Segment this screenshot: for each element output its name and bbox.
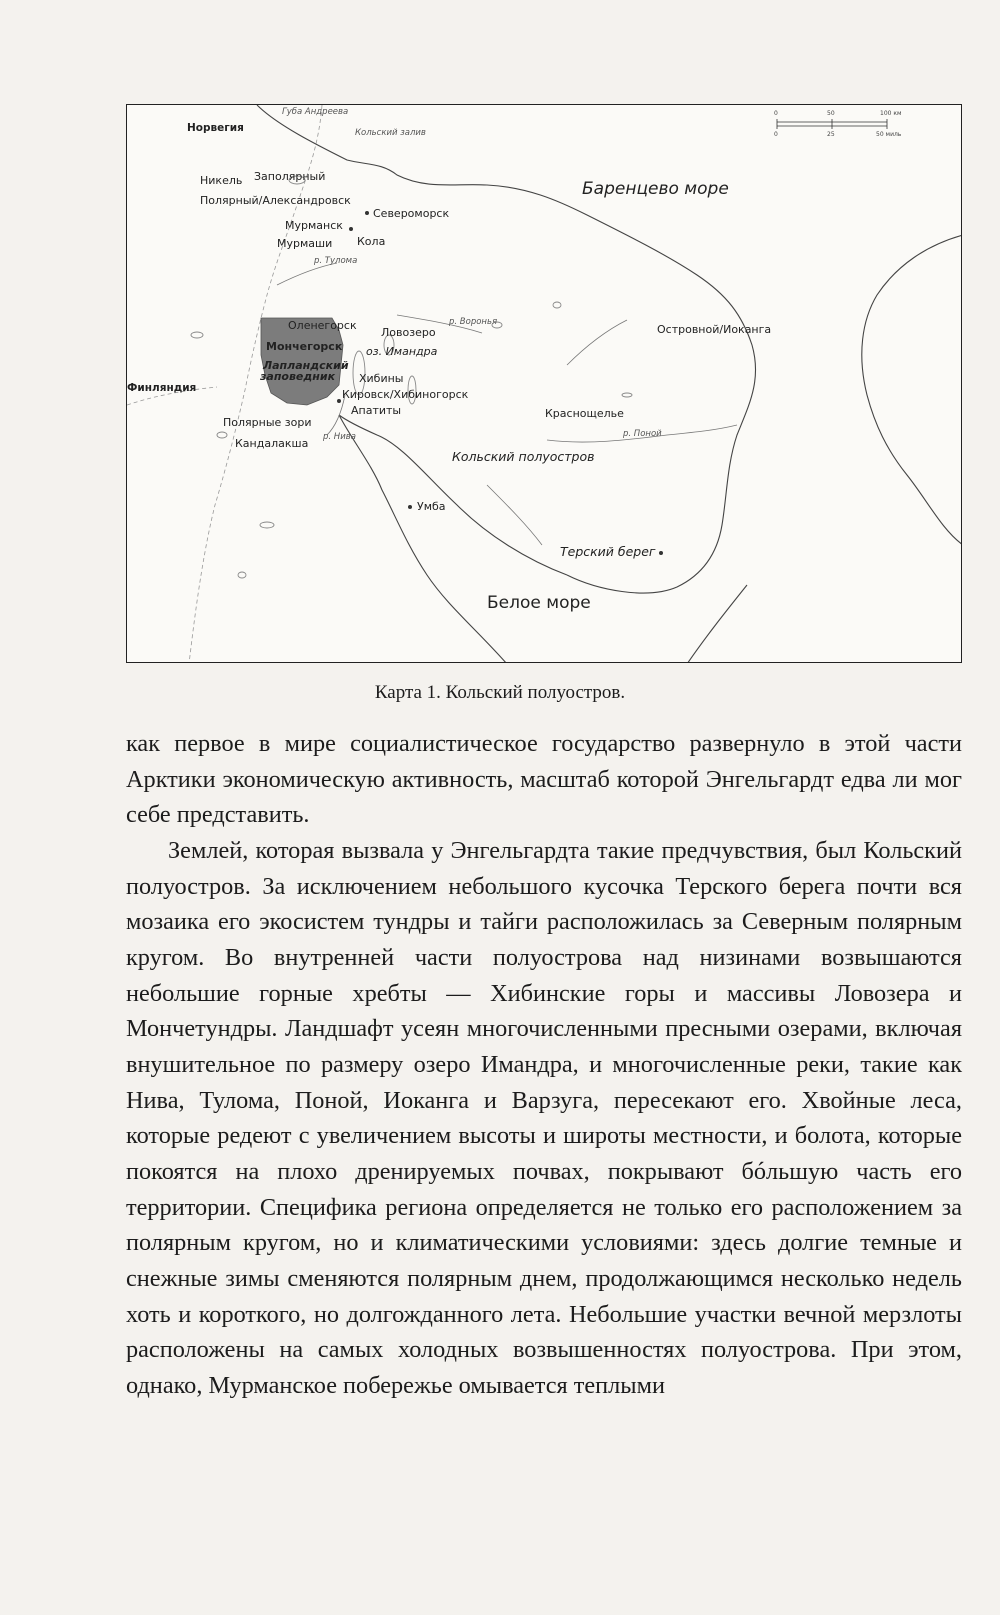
map-drawing bbox=[127, 105, 962, 663]
label-white-sea: Белое море bbox=[487, 593, 591, 613]
scale-mi-0: 0 bbox=[774, 131, 778, 138]
label-oz-imandra: оз. Имандра bbox=[366, 345, 438, 358]
label-guba-andreeva: Губа Андреева bbox=[282, 107, 349, 117]
lake-g bbox=[553, 302, 561, 308]
label-zapolyarny: Заполярный bbox=[254, 170, 326, 183]
scale-bar bbox=[777, 119, 887, 129]
label-apatity: Апатиты bbox=[351, 404, 402, 417]
lake-b bbox=[191, 332, 203, 338]
label-r-ponoy: р. Поной bbox=[623, 429, 662, 439]
lake-e bbox=[238, 572, 246, 578]
label-r-voronya: р. Воронья bbox=[449, 317, 498, 327]
scale-mi-25: 25 bbox=[827, 131, 835, 138]
body-text bbox=[126, 726, 962, 1403]
label-monchegorsk: Мончегорск bbox=[266, 340, 343, 353]
coastline-tersky bbox=[339, 415, 567, 575]
lake-h bbox=[622, 393, 632, 397]
label-lovozero: Ловозеро bbox=[381, 326, 436, 339]
label-olenegorsk: Оленегорск bbox=[288, 319, 357, 332]
label-kola: Кола bbox=[357, 235, 386, 248]
label-murmansk: Мурманск bbox=[285, 219, 343, 232]
label-lapland-1: Лапландский bbox=[263, 359, 349, 372]
scale-km-0: 0 bbox=[774, 110, 778, 117]
label-lapland-2: заповедник bbox=[260, 370, 336, 383]
city-dot-umba bbox=[408, 505, 412, 509]
label-r-tuloma: р. Тулома bbox=[314, 256, 358, 266]
river-niva bbox=[327, 395, 345, 435]
river-iokanga bbox=[567, 320, 627, 365]
city-dot-tersky bbox=[659, 551, 663, 555]
label-kola-bay: Кольский залив bbox=[355, 128, 426, 138]
scale-mi-50: 50 миль bbox=[876, 131, 902, 138]
label-finland: Финляндия bbox=[127, 382, 197, 394]
label-r-niva: р. Нива bbox=[323, 432, 356, 442]
coastline-se bbox=[687, 585, 747, 663]
label-barents-sea: Баренцево море bbox=[582, 179, 729, 199]
label-polyarny: Полярный/Александровск bbox=[200, 194, 351, 207]
paragraph-1: как первое в мире социалистическое государство развернуло в этой части Арктики экономическую активность, масштаб которой Энгельгардт едва ли мог себе представить. bbox=[126, 730, 962, 829]
scale-km-50: 50 bbox=[827, 110, 835, 117]
city-dot-severomorsk bbox=[365, 211, 369, 215]
map-caption: Карта 1. Кольский полуостров. bbox=[374, 682, 626, 703]
label-severomorsk: Североморск bbox=[373, 207, 450, 220]
lake-d bbox=[260, 522, 274, 528]
label-nikel: Никель bbox=[200, 174, 243, 187]
lake-c bbox=[217, 432, 227, 438]
label-kola-peninsula: Кольский полуостров bbox=[452, 449, 595, 464]
scale-km-100: 100 км bbox=[880, 110, 902, 117]
label-kirovsk: Кировск/Хибиногорск bbox=[342, 388, 469, 401]
city-dot-kola bbox=[349, 227, 353, 231]
label-murmashi: Мурмаши bbox=[277, 237, 333, 250]
label-krasnoshchelye: Краснощелье bbox=[545, 407, 624, 420]
label-kandalaksha: Кандалакша bbox=[235, 437, 309, 450]
label-umba: Умба bbox=[417, 500, 446, 513]
kola-peninsula-map bbox=[126, 104, 962, 663]
coastline-east bbox=[862, 235, 962, 545]
label-tersky-coast: Терский берег bbox=[560, 544, 656, 559]
label-polyarnye-zori: Полярные зори bbox=[223, 416, 312, 429]
city-dot-kirovsk bbox=[337, 399, 341, 403]
label-khibiny: Хибины bbox=[359, 372, 404, 385]
river-varzuga bbox=[487, 485, 542, 545]
paragraph-2: Землей, которая вызвала у Энгельгардта такие предчувствия, был Кольский полуостров. За исключением небольшого кусочка Терского берега почти вся мозаика его экосистем тундры и тайги расположилась за Северным полярным кругом. Во внутренней части полуострова над низинами возвышаются небольшие горные хребты — Хибинские горы и массивы Ловозера и Мончетундры. Ландшафт усеян многочисленными пресными озерами, включая внушительное по размеру озеро Имандра, и многочисленные реки, такие как Нива, Тулома, Поной, Иоканга и Варзуга, пересекают его. Хвойные леса, которые редеют с увеличением высоты и широты местности, и болота, которые покоятся на плохо дренируемых почвах, покрывают бóльшую часть его территории. Специфика региона определяется не только его расположением за полярным кругом, но и климатическими условиями: здесь долгие темные и снежные зимы сменяются полярным днем, продолжающимся несколько недель хоть и короткого, но долгожданного лета. Небольшие участки вечной мерзлоты расположены на самых холодных возвышенностях полуострова. При этом, однако, Мурманское побережье омывается теплыми bbox=[126, 836, 962, 1399]
river-tuloma bbox=[277, 263, 337, 285]
label-norway: Норвегия bbox=[187, 122, 244, 134]
label-ostrovnoy: Островной/Иоканга bbox=[657, 323, 772, 336]
